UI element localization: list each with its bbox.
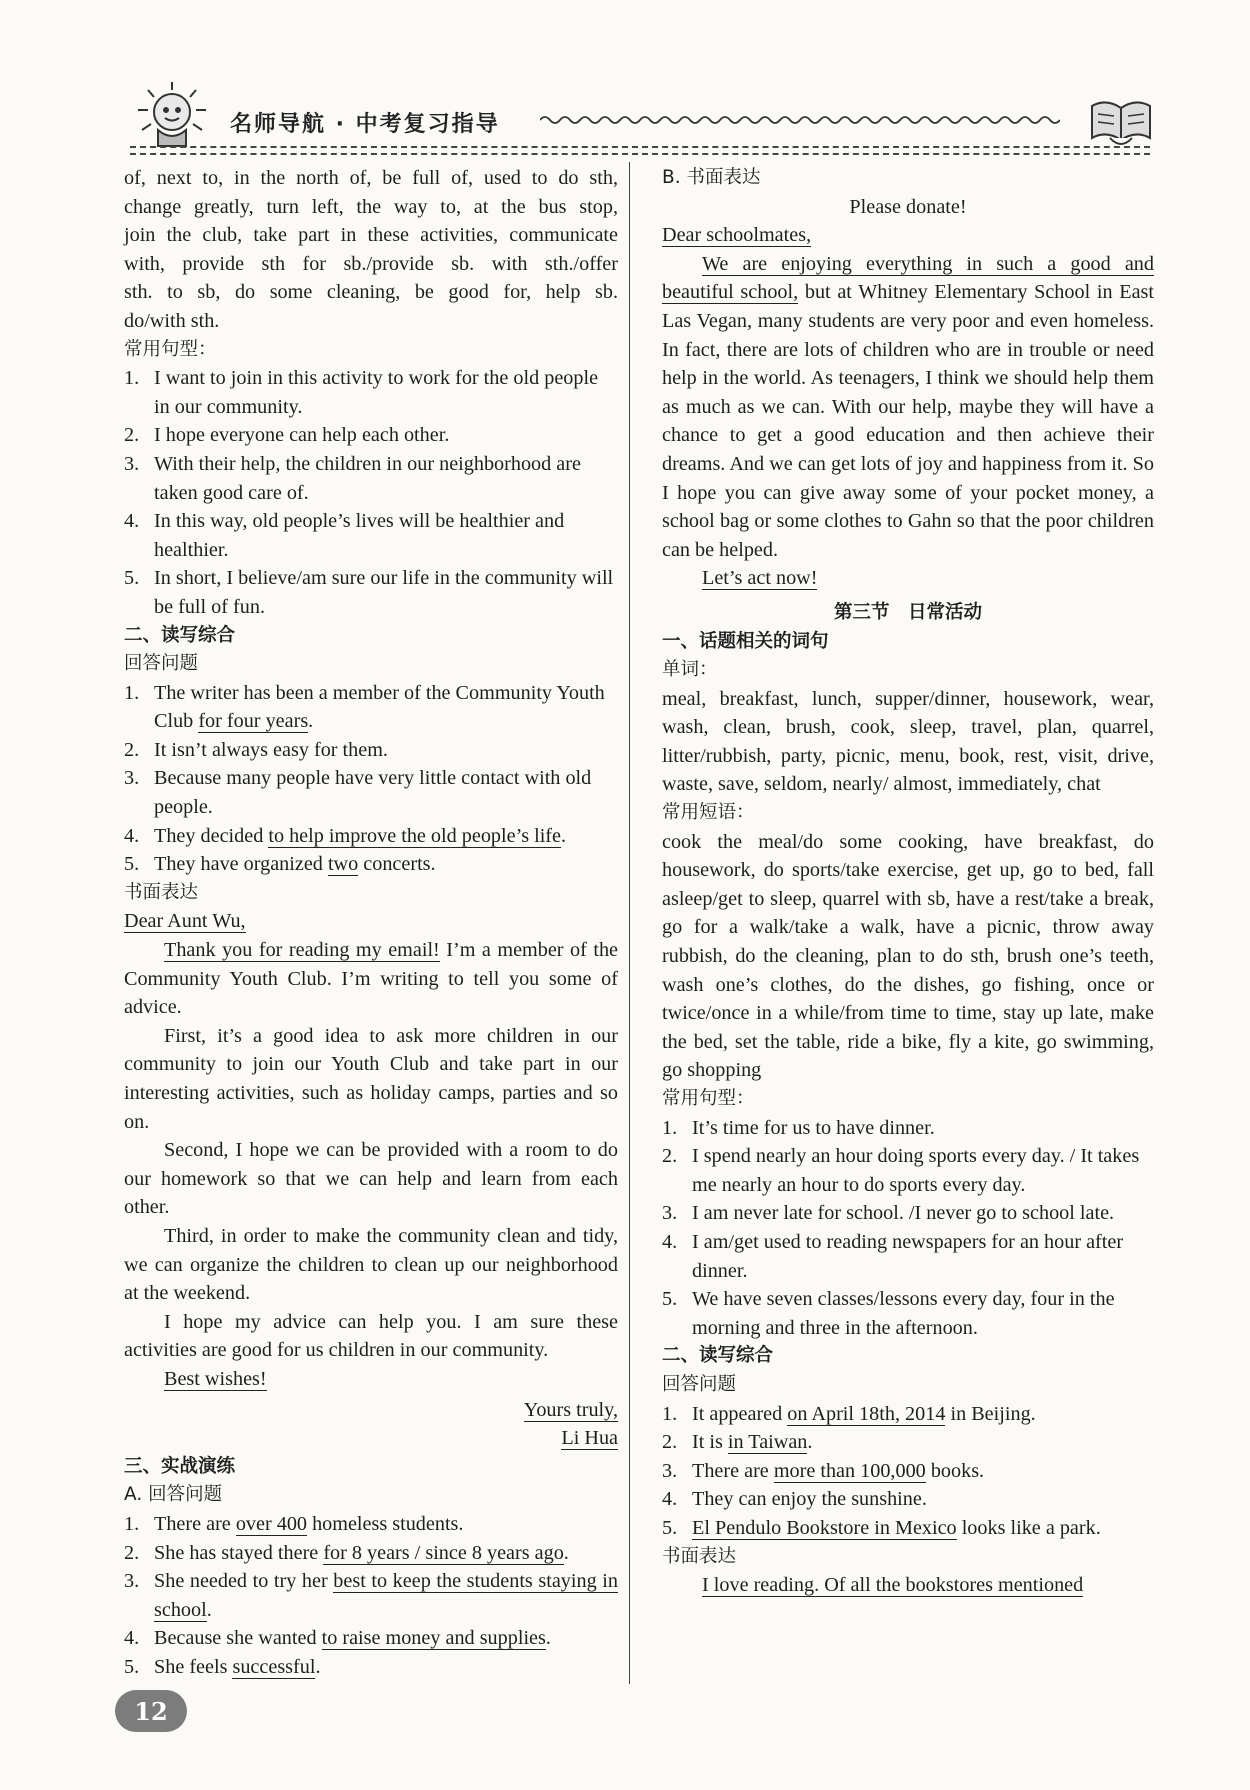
answer-text: . [807, 1431, 813, 1454]
letter-text: but at Whitney Elementary School in East Las Vegan, many students are very poor and even homeless. In fact, there are lots of children who are in trouble or need help in the world. As teenagers, I think we should help them as much as we can. With our help, maybe they will have a chance to get a good education and then achieve their dreams. And we can get lots of joy and happiness from it. So I hope you can give away some of your pocket money, a school bag or some clothes to Gahn so that the poor children can be helped. [662, 281, 1154, 561]
item-text: We have seven classes/lessons every day, four in the morning and three in the afternoon. [692, 1288, 1115, 1339]
answer-label: 回答问题 [662, 1373, 737, 1395]
answer-text: . [563, 1541, 569, 1564]
list-item [124, 421, 618, 450]
section-heading: 一、话题相关的词句 [662, 630, 829, 652]
answer-text: They decided [154, 824, 269, 847]
answer-underlined: two [327, 853, 359, 876]
answer-underlined: for 8 years / since 8 years ago [323, 1541, 564, 1564]
sentence-list [662, 1114, 1154, 1343]
item-number: 1. [662, 1116, 678, 1139]
answer-item [124, 1653, 618, 1682]
phrases-label: 常用短语： [662, 802, 755, 824]
words-label: 单词： [662, 659, 718, 681]
answer-text: They have organized [154, 853, 328, 876]
answer-underlined: for four years [198, 710, 309, 733]
answer-item [124, 1567, 618, 1624]
answer-list [124, 679, 618, 879]
item-number: 4. [124, 510, 140, 533]
writing-label: 书面表达 [662, 1545, 737, 1567]
answer-text: . [206, 1598, 212, 1621]
phrase-line: with, provide sth for sb./provide sb. with sth./offer [124, 252, 618, 275]
answer-text: looks like a park. [956, 1516, 1101, 1539]
part-a-label: A. 回答问题 [124, 1484, 223, 1506]
practice-list [124, 1510, 618, 1682]
answer-text: She needed to try her [154, 1570, 334, 1593]
section-heading: 三、实战演练 [124, 1455, 236, 1477]
answer-text: They can enjoy the sunshine. [692, 1488, 927, 1511]
item-number: 2. [124, 1541, 140, 1564]
letter-closing: Best wishes! [164, 1367, 267, 1390]
answer-text: She has stayed there [154, 1541, 324, 1564]
answer-text: She feels [154, 1655, 233, 1678]
letter-title: Please donate! [849, 195, 967, 218]
item-number: 5. [124, 1655, 140, 1678]
answer-text: . [315, 1655, 321, 1678]
answer-text: There are [692, 1459, 774, 1482]
item-number: 5. [662, 1288, 678, 1311]
item-text: I spend nearly an hour doing sports every day. / It takes me nearly an hour to do sports every day. [692, 1145, 1140, 1196]
phrase-line: of, next to, in the north of, be full of, used to do sth, [124, 167, 618, 189]
list-item [124, 450, 618, 507]
item-text: In short, I believe/am sure our life in the community will be full of fun. [154, 567, 614, 618]
part-b-label: B. 书面表达 [662, 167, 761, 188]
letter-opening-underlined: We are enjoying everything in such a good and beautiful school, [662, 252, 1154, 304]
answer-item [662, 1514, 1154, 1543]
answer-item [124, 1624, 618, 1653]
answer-list [662, 1400, 1154, 1543]
letter-paragraph: First, it’s a good idea to ask more children in our community to join our Youth Club and take part in our interesting activities, such as holiday camps, parties and so on. [124, 1024, 618, 1133]
letter-salutation: Dear Aunt Wu, [124, 910, 246, 933]
letter-text: I’m a member of the Community Youth Club. I’m writing to tell you some of advice. [124, 939, 618, 1019]
list-item [124, 507, 618, 564]
answer-underlined: to raise money and supplies [321, 1627, 546, 1650]
item-text: In this way, old people’s lives will be healthier and healthier. [154, 510, 565, 561]
answer-item [124, 1539, 618, 1568]
answer-underlined: best to keep the students staying in school [154, 1570, 618, 1621]
item-text: I want to join in this activity to work for the old people in our community. [154, 367, 599, 418]
section-title: 第三节 日常活动 [833, 601, 982, 623]
answer-text: concerts. [358, 853, 436, 876]
answer-item [662, 1428, 1154, 1457]
item-number: 2. [124, 424, 140, 447]
answer-text: It isn’t always easy for them. [154, 738, 388, 761]
header-rule-bottom [130, 153, 1150, 155]
answer-item [124, 822, 618, 851]
item-text: I am never late for school. /I never go to school late. [692, 1202, 1115, 1225]
letter-opening-underlined: Thank you for reading my email! [164, 939, 440, 962]
item-number: 3. [662, 1202, 678, 1225]
page-header [0, 0, 1250, 165]
sun-reader-logo-icon [128, 78, 216, 148]
item-text: It’s time for us to have dinner. [692, 1116, 935, 1139]
answer-text: It appeared [692, 1402, 788, 1425]
answer-text: Because many people have very little contact with old people. [154, 767, 592, 819]
letter-paragraph: Third, in order to make the community clean and tidy, we can organize the children to clean up our neighborhood at the weekend. [124, 1224, 618, 1305]
answer-text: Because she wanted [154, 1627, 322, 1650]
letter-paragraph: I hope my advice can help you. I am sure these activities are good for us children in our community. [124, 1310, 618, 1362]
list-item [662, 1114, 1154, 1143]
phrases-list: cook the meal/do some cooking, have breakfast, do housework, do sports/take exercise, get up, go to bed, fall asleep/get to sleep, quarrel with sb, have a rest/take a break, go for a walk/take a walk, have a picnic, throw away rubbish, do the cleaning, plan to do sth, brush one’s teeth, wash one’s clothes, do the dishes, go fishing, once or twice/once in a while/from time to time, stay up late, make the bed, set the table, ride a bike, fly a kite, go swimming, go shopping [662, 830, 1154, 1082]
answer-text: books. [925, 1459, 985, 1482]
item-text: With their help, the children in our neighborhood are taken good care of. [154, 452, 581, 504]
item-number: 5. [124, 567, 140, 590]
writing-label: 书面表达 [124, 881, 199, 903]
letter-sign-off: Yours truly, [523, 1398, 618, 1421]
answer-text: homeless students. [307, 1512, 464, 1535]
item-number: 1. [124, 681, 140, 704]
answer-underlined: more than 100,000 [773, 1459, 926, 1482]
answer-item [124, 850, 618, 879]
answer-text: . [545, 1627, 551, 1650]
item-number: 3. [124, 767, 140, 790]
answer-underlined: in Taiwan [727, 1431, 808, 1454]
answer-text: It is [692, 1431, 728, 1454]
letter-paragraph [124, 936, 618, 1022]
item-number: 4. [124, 824, 140, 847]
section-heading: 二、读写综合 [662, 1345, 774, 1367]
item-number: 4. [662, 1488, 678, 1511]
item-number: 2. [124, 738, 140, 761]
answer-item [662, 1457, 1154, 1486]
answer-item [124, 1510, 618, 1539]
answer-text: . [561, 824, 567, 847]
answer-item [662, 1485, 1154, 1514]
letter-salutation: Dear schoolmates, [662, 224, 812, 247]
phrase-line: sth. to sb, do some cleaning, be good for, help sb. [124, 281, 618, 304]
item-text: I hope everyone can help each other. [154, 424, 450, 447]
letter-paragraph [662, 250, 1154, 565]
header-rule-top [130, 146, 1150, 148]
left-column [124, 164, 618, 1681]
answer-underlined: on April 18th, 2014 [787, 1402, 946, 1425]
phrase-line: do/with sth. [124, 309, 220, 332]
list-item [124, 564, 618, 621]
item-number: 3. [662, 1459, 678, 1482]
answer-label: 回答问题 [124, 653, 199, 675]
answer-underlined: successful [232, 1655, 316, 1678]
phrase-line: change greatly, turn left, the way to, at the bus stop, [124, 195, 618, 218]
column-divider [629, 162, 630, 1684]
item-number: 5. [124, 853, 140, 876]
answer-underlined: over 400 [235, 1512, 308, 1535]
answer-item [124, 764, 618, 821]
list-item [662, 1285, 1154, 1342]
answer-item [662, 1400, 1154, 1429]
answer-text: . [308, 710, 314, 733]
item-number: 3. [124, 452, 140, 475]
sentence-list [124, 364, 618, 621]
item-number: 1. [124, 1512, 140, 1535]
section-heading: 二、读写综合 [124, 624, 236, 646]
letter-paragraph: Second, I hope we can be provided with a room to do our homework so that we can help and learn from each other. [124, 1139, 618, 1219]
series-title: 名师导航 · 中考复习指导 [230, 112, 500, 137]
item-text: I am/get used to reading newspapers for an hour after dinner. [692, 1230, 1124, 1282]
page-number: 12 [115, 1690, 187, 1732]
item-number: 4. [124, 1627, 140, 1650]
item-number: 3. [124, 1570, 140, 1593]
item-number: 5. [662, 1516, 678, 1539]
list-item [662, 1228, 1154, 1285]
answer-item [124, 736, 618, 765]
item-number: 1. [662, 1402, 678, 1425]
open-book-icon [1088, 92, 1154, 150]
list-item [662, 1199, 1154, 1228]
answer-text: There are [154, 1512, 236, 1535]
answer-underlined: to help improve the old people’s life [268, 824, 561, 847]
item-number: 2. [662, 1145, 678, 1168]
sentences-label: 常用句型： [662, 1088, 755, 1109]
letter-signature: Li Hua [561, 1427, 618, 1450]
list-item [124, 364, 618, 421]
item-number: 4. [662, 1230, 678, 1253]
writing-start-underlined: I love reading. Of all the bookstores mentioned [702, 1574, 1084, 1597]
sentences-label: 常用句型： [124, 338, 217, 360]
answer-item [124, 679, 618, 736]
answer-underlined: El Pendulo Bookstore in Mexico [692, 1516, 957, 1539]
words-list: meal, breakfast, lunch, supper/dinner, housework, wear, wash, clean, brush, cook, sleep, travel, plan, quarrel, litter/rubbish, party, picnic, menu, book, rest, visit, drive, waste, save, seldom, nearly/ almost, immediately, chat [662, 687, 1154, 796]
list-item [662, 1142, 1154, 1199]
letter-closing: Let’s act now! [702, 567, 818, 590]
item-number: 2. [662, 1431, 678, 1454]
right-column [662, 164, 1154, 1600]
answer-text: in Beijing. [945, 1402, 1036, 1425]
item-number: 1. [124, 367, 140, 390]
answer-text: The writer has been a member of the Community Youth Club [154, 681, 605, 733]
phrase-line: join the club, take part in these activities, communicate [124, 224, 618, 247]
wavy-line-decoration [540, 112, 1060, 128]
